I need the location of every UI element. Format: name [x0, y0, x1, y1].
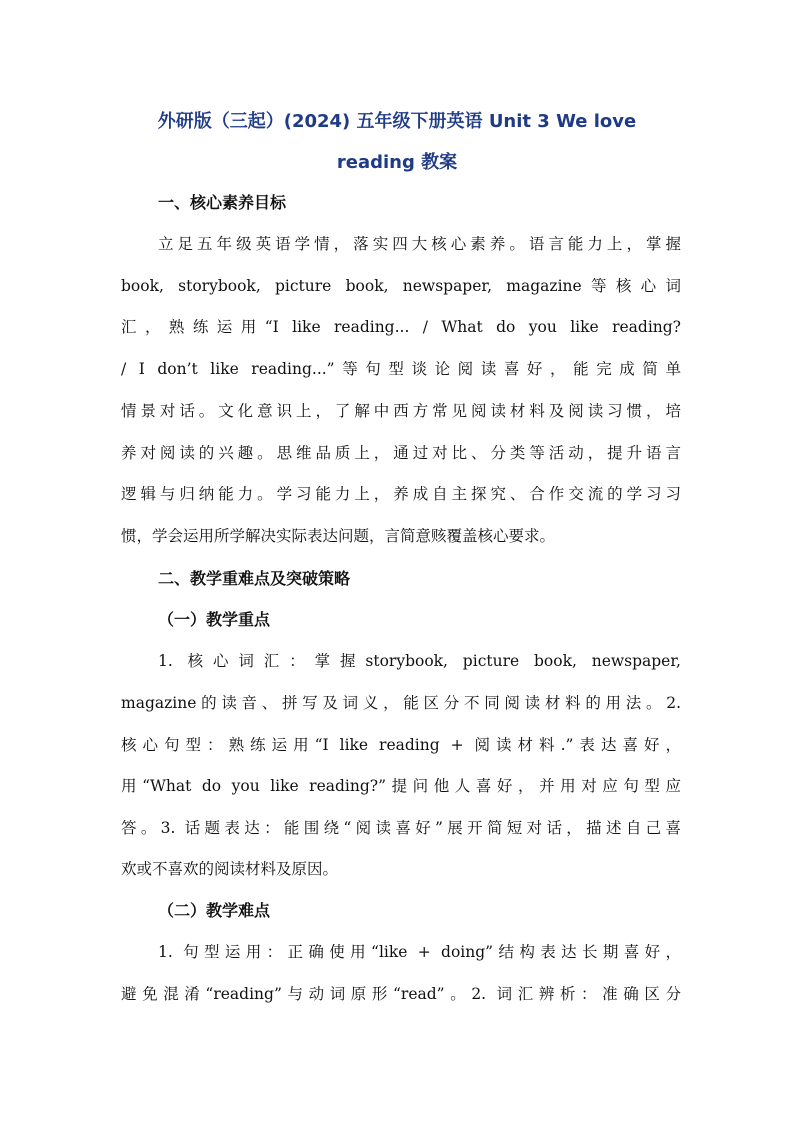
subheading-teaching-focus: （一）教学重点 — [158, 610, 271, 629]
paragraph-line: book, storybook, picture book, newspaper, magazine等核心词 — [121, 277, 681, 295]
paragraph-line: 情景对话。文化意识上，了解中西方常见阅读材料及阅读习惯，培 — [121, 402, 681, 420]
paragraph-line: 核心句型：熟练运用“I like reading + 阅读材料.”表达喜好， — [121, 736, 681, 754]
section-heading-key-points: 二、教学重难点及突破策略 — [158, 569, 351, 588]
document-title-line-2: reading 教案 — [336, 152, 458, 173]
paragraph-line: 用“What do you like reading?”提问他人喜好，并用对应句型应 — [121, 777, 681, 795]
section-heading-core-literacy: 一、核心素养目标 — [158, 193, 287, 212]
paragraph-line: 答。3. 话题表达：能围绕“阅读喜好”展开简短对话，描述自己喜 — [121, 819, 681, 837]
paragraph-line: 1. 句型运用：正确使用“like + doing”结构表达长期喜好， — [158, 943, 681, 961]
paragraph-line: 惯，学会运用所学解决实际表达问题，言简意赅覆盖核心要求。 — [121, 527, 556, 545]
paragraph-line: 避免混淆“reading”与动词原形“read”。2. 词汇辨析：准确区分 — [121, 985, 681, 1003]
paragraph-line: 1. 核心词汇：掌握storybook, picture book, newspaper, — [158, 652, 681, 670]
paragraph-line: magazine的读音、拼写及词义，能区分不同阅读材料的用法。2. — [121, 694, 681, 712]
paragraph-line: 汇，熟练运用“I like reading... / What do you like reading? — [121, 318, 681, 336]
subheading-teaching-difficulty: （二）教学难点 — [158, 901, 271, 920]
paragraph-line: 欢或不喜欢的阅读材料及原因。 — [121, 860, 339, 878]
paragraph-line: 养对阅读的兴趣。思维品质上，通过对比、分类等活动，提升语言 — [121, 444, 681, 462]
paragraph-line: / I don’t like reading...”等句型谈论阅读喜好，能完成简单 — [121, 360, 681, 378]
paragraph-line: 逻辑与归纳能力。学习能力上，养成自主探究、合作交流的学习习 — [121, 485, 681, 503]
paragraph-line: 立足五年级英语学情，落实四大核心素养。语言能力上，掌握 — [158, 235, 681, 253]
document-title-line-1: 外研版（三起）(2024) 五年级下册英语 Unit 3 We love — [157, 111, 637, 132]
